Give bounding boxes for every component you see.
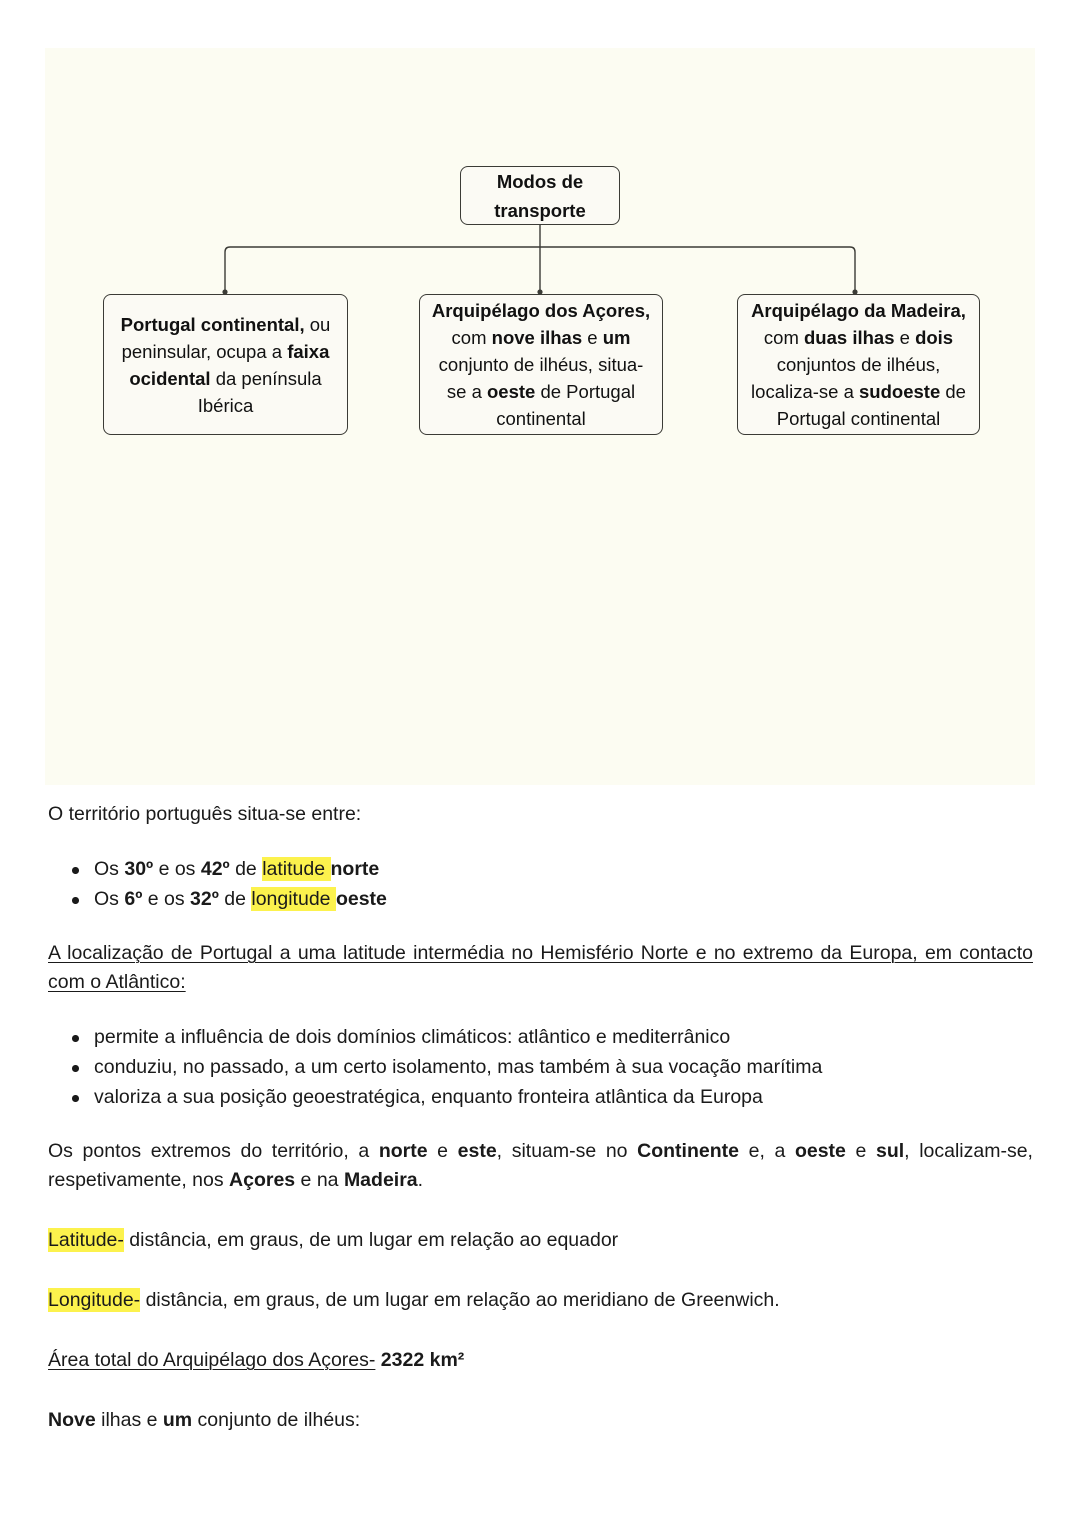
list-item (94, 1052, 1033, 1082)
list-item (94, 1082, 1033, 1112)
diagram-node-portugal-continental (103, 294, 348, 435)
diagram-stage (45, 48, 1035, 785)
ilhas-heading (48, 1406, 1033, 1435)
list-item (94, 854, 1033, 884)
diagram-node-arquipelago-madeira-label: Arquipélago da Madeira, com duas ilhas e dois conjuntos de ilhéus, localiza-se a sudoeste de Portugal continental (751, 300, 966, 429)
definition-latitude-term: Latitude- (48, 1229, 124, 1251)
definition-longitude-term: Longitude- (48, 1289, 141, 1311)
diagram-canvas (45, 48, 1035, 785)
definition-latitude-text: distância, em graus, de um lugar em relação ao equador (123, 1229, 619, 1251)
pontos-extremos-paragraph (48, 1137, 1033, 1195)
pontos-extremos-text: Os pontos extremos do território, a norte e este, situam-se no Continente e, a oeste e sul, localizam-se, respetivamente, nos Açores e na Madeira. (48, 1140, 1033, 1191)
list-item (94, 884, 1033, 914)
localizacao-bullet-1: permite a influência de dois domínios climáticos: atlântico e mediterrânico (94, 1026, 731, 1048)
area-total-line (48, 1346, 1033, 1375)
root-label-line1: Modos de (496, 170, 584, 192)
root-label-line2: transporte (494, 199, 586, 221)
definition-longitude-text: distância, em graus, de um lugar em relação ao meridiano de Greenwich. (140, 1289, 780, 1311)
localizacao-bullet-2: conduziu, no passado, a um certo isolamento, mas também à sua vocação marítima (94, 1056, 823, 1078)
diagram-node-arquipelago-acores-label: Arquipélago dos Açores, com nove ilhas e um conjunto de ilhéus, situa-se a oeste de Portugal continental (431, 300, 651, 429)
ilhas-heading-text: Nove ilhas e um conjunto de ilhéus: (48, 1409, 361, 1431)
localizacao-bullet-3: valoriza a sua posição geoestratégica, enquanto fronteira atlântica da Europa (94, 1086, 763, 1108)
diagram-node-root (460, 166, 620, 225)
definition-latitude (48, 1226, 1033, 1255)
diagram-node-arquipelago-madeira (737, 294, 980, 435)
coordinate-bullet-latitude: Os 30º e os 42º de latitude norte (94, 858, 380, 880)
coordinate-bullet-longitude: Os 6º e os 32º de longitude oeste (94, 888, 387, 910)
localizacao-heading: A localização de Portugal a uma latitude intermédia no Hemisfério Norte e no extremo da Europa, em contacto com o Atlântico: (48, 942, 1033, 993)
localizacao-bullet-list (48, 1022, 1033, 1112)
area-total-label: Área total do Arquipélago dos Açores- (48, 1349, 376, 1371)
diagram-node-arquipelago-acores (419, 294, 663, 435)
intro-line: O território português situa-se entre: (48, 803, 362, 825)
coordinate-bullet-list (48, 854, 1033, 914)
document-body (48, 800, 1033, 1435)
area-total-value: 2322 km² (375, 1349, 465, 1371)
diagram-node-portugal-continental-label: Portugal continental, ou peninsular, ocupa a faixa ocidental da península Ibérica (120, 313, 331, 416)
list-item (94, 1022, 1033, 1052)
definition-longitude (48, 1286, 1033, 1315)
diagram-node-root-label (470, 167, 610, 225)
